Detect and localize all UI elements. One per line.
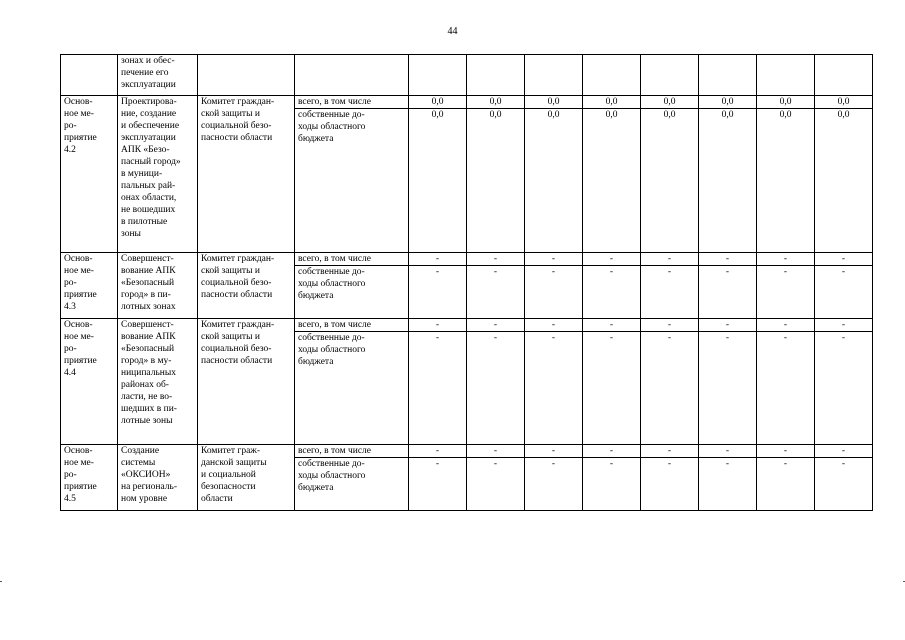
text-line: 4.3 xyxy=(64,302,76,312)
value-own-cell: - xyxy=(757,266,815,319)
value-total-cell: - xyxy=(409,319,467,332)
text-line: Основ- xyxy=(64,446,93,456)
text-line: Комитет граж- xyxy=(201,446,261,456)
budget-table xyxy=(60,54,873,511)
text-line: Совершенст- xyxy=(121,320,174,330)
text-line: приятие xyxy=(64,482,97,492)
value-total-cell: - xyxy=(525,253,583,266)
text-line: пасности области xyxy=(201,290,273,300)
text-line: ходы областного xyxy=(298,122,366,132)
text-line: ро- xyxy=(64,344,77,354)
value-total-cell: - xyxy=(409,253,467,266)
text-line: зоны xyxy=(121,229,141,239)
text-line: ное ме- xyxy=(64,458,94,468)
table-cell xyxy=(815,55,873,96)
table-cell xyxy=(699,55,757,96)
text-line: ласти, не во- xyxy=(121,392,173,402)
text-line: в муници- xyxy=(121,169,163,179)
text-line: области xyxy=(201,494,233,504)
table-cell xyxy=(641,55,699,96)
value-own-cell: - xyxy=(699,458,757,511)
table-cell xyxy=(61,55,118,96)
text-line: Основ- xyxy=(64,97,93,107)
activity-name-cell xyxy=(118,55,198,96)
value-own-cell: - xyxy=(525,458,583,511)
value-own-cell: - xyxy=(641,332,699,445)
scan-mark xyxy=(0,581,2,582)
budget-table-body xyxy=(61,55,873,511)
table-cell xyxy=(583,55,641,96)
value-total-cell: - xyxy=(815,445,873,458)
text-line: бюджета xyxy=(298,357,334,367)
text-line: ниципальных xyxy=(121,368,177,378)
executor-cell xyxy=(198,319,295,445)
text-line: зонах и обес- xyxy=(121,56,175,66)
value-total-cell: - xyxy=(815,319,873,332)
text-line: и социальной xyxy=(201,470,256,480)
activity-type-cell xyxy=(61,319,118,445)
text-line: в пилотные xyxy=(121,217,168,227)
value-total-cell: - xyxy=(409,445,467,458)
text-line: ской защиты и xyxy=(201,332,260,342)
text-line: эксплуатации xyxy=(121,80,176,90)
value-total-cell: 0,0 xyxy=(525,96,583,109)
value-own-cell: - xyxy=(757,458,815,511)
value-own-cell: 0,0 xyxy=(815,109,873,253)
value-total-cell: - xyxy=(583,319,641,332)
text-line: на региональ- xyxy=(121,482,177,492)
text-line: собственные до- xyxy=(298,459,365,469)
text-line: ходы областного xyxy=(298,279,366,289)
text-line: лотных зонах xyxy=(121,302,176,312)
table-cell xyxy=(409,55,467,96)
page-number: 44 xyxy=(447,26,458,37)
table-cell xyxy=(467,55,525,96)
value-total-cell: - xyxy=(757,319,815,332)
value-total-cell: - xyxy=(641,253,699,266)
value-own-cell: - xyxy=(815,458,873,511)
value-total-cell: 0,0 xyxy=(467,96,525,109)
activity-type-cell xyxy=(61,445,118,511)
value-own-cell: - xyxy=(467,266,525,319)
table-row xyxy=(61,445,873,458)
text-line: Комитет граждан- xyxy=(201,320,275,330)
table-row xyxy=(61,319,873,332)
text-line: ской защиты и xyxy=(201,266,260,276)
text-line: пасный город» xyxy=(121,157,181,167)
funding-source-own-cell xyxy=(295,332,409,445)
funding-source-total-cell: всего, в том числе xyxy=(295,96,409,109)
activity-name-cell xyxy=(118,445,198,511)
text-line: приятие xyxy=(64,356,97,366)
value-total-cell: - xyxy=(757,445,815,458)
text-line: ное ме- xyxy=(64,332,94,342)
table-cell xyxy=(295,55,409,96)
value-own-cell: - xyxy=(409,458,467,511)
text-line: ное ме- xyxy=(64,266,94,276)
value-own-cell: - xyxy=(699,332,757,445)
table-row xyxy=(61,55,873,96)
text-line: вование АПК xyxy=(121,266,176,276)
text-line: собственные до- xyxy=(298,333,365,343)
activity-name-cell xyxy=(118,253,198,319)
text-line: данской защиты xyxy=(201,458,267,468)
value-own-cell: - xyxy=(815,266,873,319)
value-total-cell: - xyxy=(699,253,757,266)
value-own-cell: 0,0 xyxy=(583,109,641,253)
funding-source-own-cell xyxy=(295,458,409,511)
text-line: город» в пи- xyxy=(121,290,171,300)
text-line: АПК «Безо- xyxy=(121,145,170,155)
value-own-cell: - xyxy=(641,458,699,511)
text-line: социальной безо- xyxy=(201,278,272,288)
text-line: собственные до- xyxy=(298,267,365,277)
text-line: ро- xyxy=(64,278,77,288)
value-own-cell: - xyxy=(525,266,583,319)
text-line: печение его xyxy=(121,68,169,78)
activity-name-cell xyxy=(118,96,198,253)
executor-cell xyxy=(198,96,295,253)
text-line: Комитет граждан- xyxy=(201,97,275,107)
value-own-cell: - xyxy=(583,332,641,445)
text-line: безопасности xyxy=(201,482,256,492)
text-line: бюджета xyxy=(298,134,334,144)
text-line: приятие xyxy=(64,133,97,143)
text-line: шедших в пи- xyxy=(121,404,177,414)
text-line: ное ме- xyxy=(64,109,94,119)
text-line: не вошедших xyxy=(121,205,176,215)
funding-source-own-cell xyxy=(295,266,409,319)
text-line: пасности области xyxy=(201,133,273,143)
value-total-cell: - xyxy=(583,253,641,266)
text-line: эксплуатации xyxy=(121,133,176,143)
value-own-cell: 0,0 xyxy=(757,109,815,253)
funding-source-total-cell: всего, в том числе xyxy=(295,445,409,458)
text-line: 4.5 xyxy=(64,494,76,504)
value-total-cell: - xyxy=(525,319,583,332)
value-own-cell: - xyxy=(467,332,525,445)
value-own-cell: 0,0 xyxy=(525,109,583,253)
text-line: Комитет граждан- xyxy=(201,254,275,264)
text-line: бюджета xyxy=(298,483,334,493)
text-line: город» в му- xyxy=(121,356,172,366)
activity-type-cell xyxy=(61,96,118,253)
text-line: «ОКСИОН» xyxy=(121,470,171,480)
funding-source-total-cell: всего, в том числе xyxy=(295,319,409,332)
table-cell xyxy=(757,55,815,96)
value-own-cell: 0,0 xyxy=(409,109,467,253)
text-line: ходы областного xyxy=(298,345,366,355)
text-line: ние, создание xyxy=(121,109,177,119)
value-total-cell: - xyxy=(583,445,641,458)
value-own-cell: - xyxy=(641,266,699,319)
value-total-cell: 0,0 xyxy=(757,96,815,109)
value-own-cell: - xyxy=(815,332,873,445)
text-line: лотные зоны xyxy=(121,416,173,426)
text-line: Основ- xyxy=(64,320,93,330)
value-total-cell: 0,0 xyxy=(815,96,873,109)
funding-source-own-cell xyxy=(295,109,409,253)
text-line: онах области, xyxy=(121,193,177,203)
text-line: «Безопасный xyxy=(121,344,175,354)
text-line: собственные до- xyxy=(298,110,365,120)
text-line: вование АПК xyxy=(121,332,176,342)
text-line: Основ- xyxy=(64,254,93,264)
value-own-cell: 0,0 xyxy=(467,109,525,253)
value-total-cell: 0,0 xyxy=(699,96,757,109)
value-own-cell: - xyxy=(757,332,815,445)
text-line: районах об- xyxy=(121,380,169,390)
activity-type-cell xyxy=(61,253,118,319)
text-line: Совершенст- xyxy=(121,254,174,264)
activity-name-cell xyxy=(118,319,198,445)
table-row xyxy=(61,96,873,109)
value-own-cell: - xyxy=(583,458,641,511)
value-total-cell: - xyxy=(699,319,757,332)
text-line: пальных рай- xyxy=(121,181,176,191)
text-line: ро- xyxy=(64,121,77,131)
text-line: приятие xyxy=(64,290,97,300)
value-total-cell: - xyxy=(641,319,699,332)
text-line: бюджета xyxy=(298,291,334,301)
text-line: и обеспечение xyxy=(121,121,180,131)
table-cell xyxy=(525,55,583,96)
value-own-cell: - xyxy=(409,266,467,319)
table-cell xyxy=(198,55,295,96)
value-own-cell: 0,0 xyxy=(641,109,699,253)
value-own-cell: - xyxy=(699,266,757,319)
table-row xyxy=(61,253,873,266)
funding-source-total-cell: всего, в том числе xyxy=(295,253,409,266)
value-total-cell: - xyxy=(467,445,525,458)
text-line: Проектирова- xyxy=(121,97,177,107)
text-line: ро- xyxy=(64,470,77,480)
executor-cell xyxy=(198,253,295,319)
value-total-cell: - xyxy=(815,253,873,266)
value-own-cell: - xyxy=(409,332,467,445)
text-line: социальной безо- xyxy=(201,344,272,354)
text-line: социальной безо- xyxy=(201,121,272,131)
text-line: ходы областного xyxy=(298,471,366,481)
executor-cell xyxy=(198,445,295,511)
text-line: 4.2 xyxy=(64,145,76,155)
value-own-cell: - xyxy=(583,266,641,319)
value-total-cell: - xyxy=(641,445,699,458)
value-total-cell: 0,0 xyxy=(641,96,699,109)
value-total-cell: 0,0 xyxy=(583,96,641,109)
value-total-cell: - xyxy=(467,253,525,266)
value-own-cell: - xyxy=(467,458,525,511)
text-line: системы xyxy=(121,458,156,468)
value-own-cell: 0,0 xyxy=(699,109,757,253)
value-total-cell: - xyxy=(699,445,757,458)
value-total-cell: - xyxy=(467,319,525,332)
value-total-cell: - xyxy=(525,445,583,458)
text-line: ном уровне xyxy=(121,494,168,504)
text-line: 4.4 xyxy=(64,368,76,378)
value-total-cell: - xyxy=(757,253,815,266)
text-line: ской защиты и xyxy=(201,109,260,119)
value-own-cell: - xyxy=(525,332,583,445)
text-line: пасности области xyxy=(201,356,273,366)
text-line: «Безопасный xyxy=(121,278,175,288)
value-total-cell: 0,0 xyxy=(409,96,467,109)
text-line: Создание xyxy=(121,446,160,456)
